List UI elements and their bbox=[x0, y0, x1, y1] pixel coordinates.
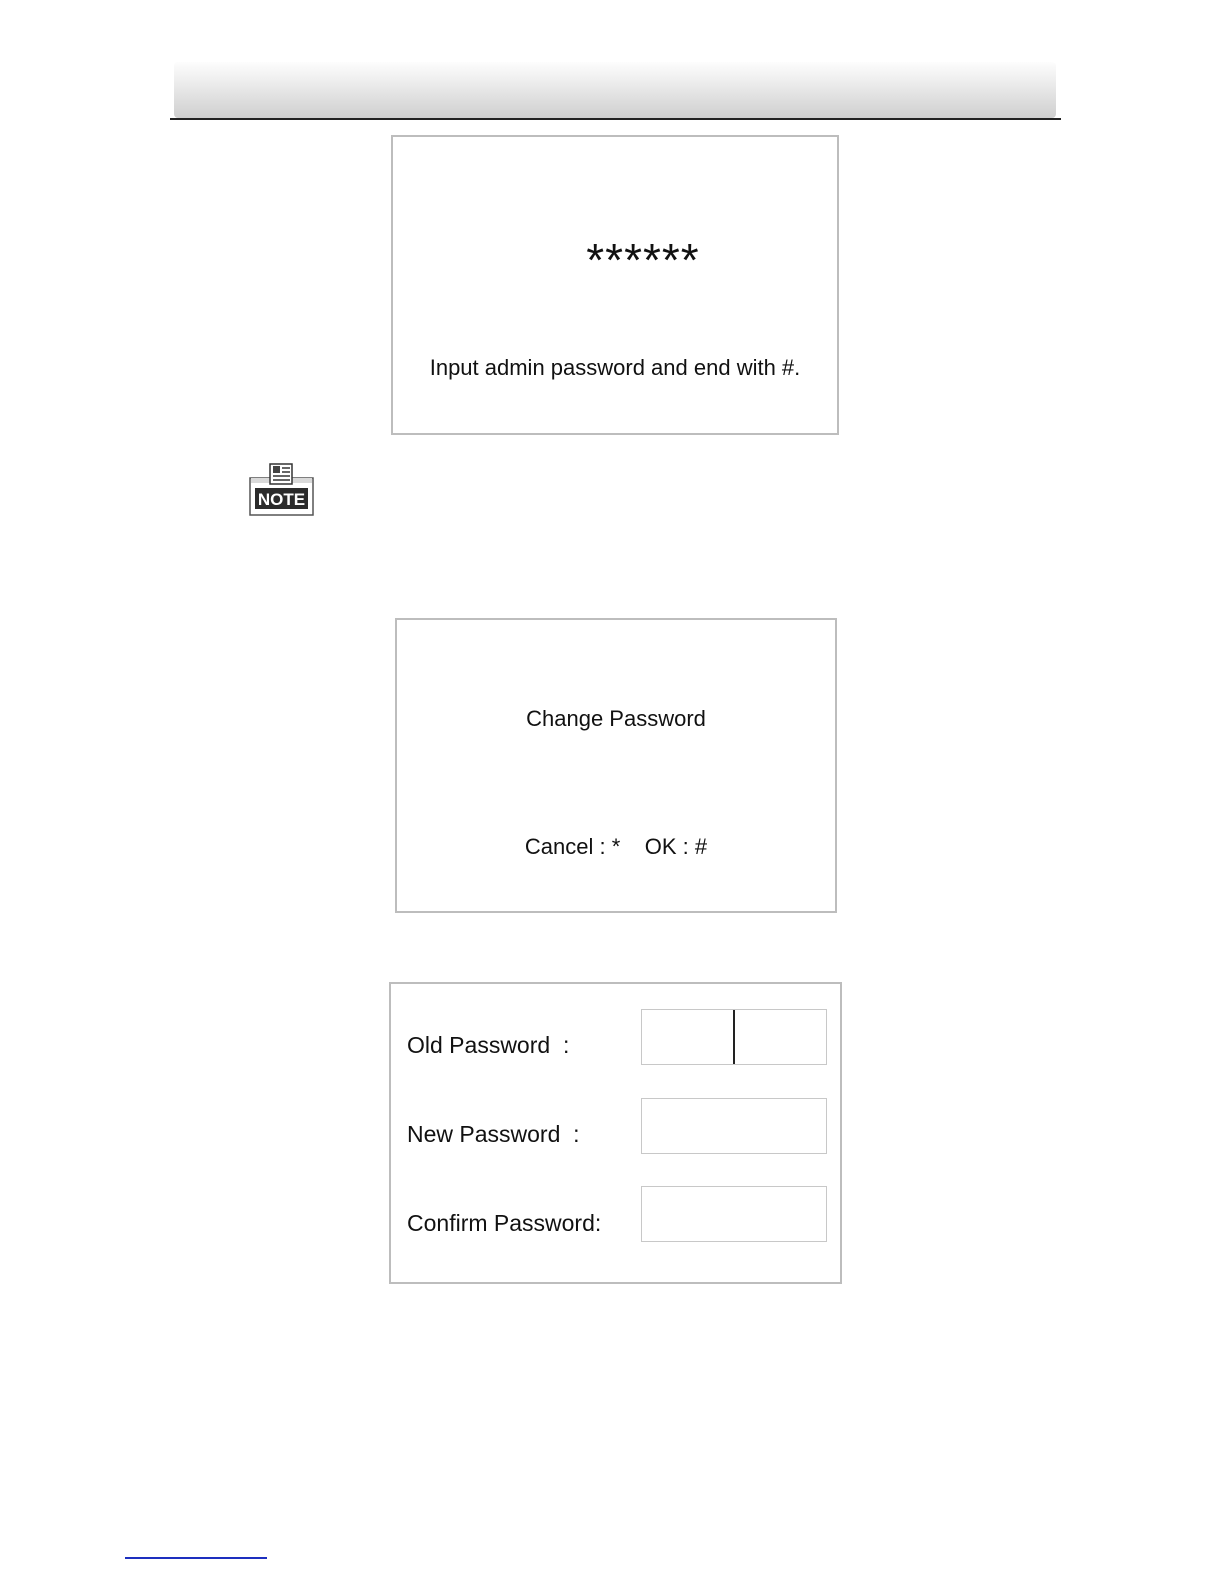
password-prompt: Input admin password and end with #. bbox=[429, 355, 801, 380]
change-password-form-screen bbox=[389, 982, 842, 1284]
footer-link-underline[interactable] bbox=[125, 1557, 267, 1559]
menu-key-hints: Cancel : * OK : # bbox=[524, 834, 708, 859]
header-divider bbox=[170, 118, 1061, 120]
new-password-label: New Password : bbox=[407, 1121, 580, 1147]
confirm-password-label: Confirm Password: bbox=[407, 1210, 602, 1236]
page-header-bar bbox=[174, 62, 1056, 118]
password-mask: ****** bbox=[586, 234, 700, 286]
change-password-menu-screen bbox=[395, 618, 837, 913]
old-password-label: Old Password : bbox=[407, 1032, 570, 1058]
new-password-field[interactable] bbox=[641, 1098, 827, 1154]
note-icon-label: NOTE bbox=[257, 490, 306, 509]
old-password-field[interactable] bbox=[641, 1009, 827, 1065]
admin-password-screen bbox=[391, 135, 839, 435]
confirm-password-field[interactable] bbox=[641, 1186, 827, 1242]
note-icon bbox=[249, 462, 314, 516]
change-password-menu-item[interactable]: Change Password bbox=[526, 706, 706, 731]
text-cursor bbox=[733, 1010, 735, 1064]
